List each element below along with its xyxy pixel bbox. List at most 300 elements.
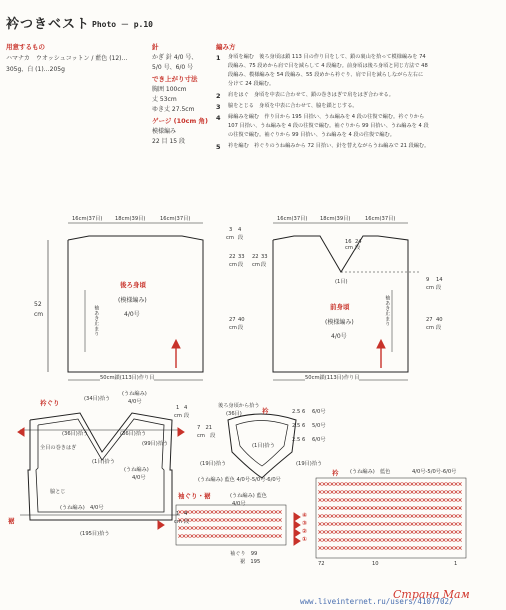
stitch-mark bbox=[350, 538, 353, 541]
stitch-mark bbox=[358, 490, 361, 493]
stitch-mark bbox=[322, 522, 325, 525]
stitch-mark bbox=[270, 518, 273, 521]
stitch-mark bbox=[386, 482, 389, 485]
stitch-mark bbox=[434, 490, 437, 493]
stitch-mark bbox=[326, 506, 329, 509]
stitch-mark bbox=[322, 498, 325, 501]
stitch-mark bbox=[354, 538, 357, 541]
side-dim: 段 bbox=[238, 235, 244, 241]
stitch-mark bbox=[242, 518, 245, 521]
stitch-mark bbox=[338, 514, 341, 517]
stitch-mark bbox=[194, 534, 197, 537]
stitch-mark bbox=[342, 482, 345, 485]
dim-cm: 1 bbox=[176, 511, 180, 517]
stitch-mark bbox=[330, 530, 333, 533]
stitch-mark bbox=[418, 538, 421, 541]
stitch-mark bbox=[374, 482, 377, 485]
stitch-mark bbox=[374, 498, 377, 501]
stitch-mark bbox=[438, 498, 441, 501]
front-neck-depth: 16 bbox=[345, 239, 352, 245]
stitch-mark bbox=[198, 526, 201, 529]
stitch-mark bbox=[454, 538, 457, 541]
stitch-mark bbox=[254, 510, 257, 513]
stitch-mark bbox=[178, 534, 181, 537]
stitch-mark bbox=[342, 514, 345, 517]
needle-heading: 針 bbox=[152, 43, 159, 51]
stitch-mark bbox=[222, 526, 225, 529]
stitch-mark bbox=[194, 510, 197, 513]
stitch-mark bbox=[458, 482, 461, 485]
stitch-mark bbox=[278, 518, 281, 521]
step-line: 脇をとじる 身頃を中表に合わせて、脇を鎖とじする。 bbox=[228, 103, 358, 109]
stitch-mark bbox=[330, 498, 333, 501]
stitch-mark bbox=[450, 506, 453, 509]
stitch-mark bbox=[338, 490, 341, 493]
watermark-url: www.liveinternet.ru/users/4107702/ bbox=[300, 597, 454, 606]
stitch-mark bbox=[446, 546, 449, 549]
stitch-mark bbox=[318, 482, 321, 485]
stitch-mark bbox=[198, 518, 201, 521]
stitch-mark bbox=[366, 522, 369, 525]
stitch-mark bbox=[430, 530, 433, 533]
stitch-mark bbox=[430, 514, 433, 517]
stitch-mark bbox=[378, 522, 381, 525]
stitch-mark bbox=[362, 482, 365, 485]
stitch-mark bbox=[190, 526, 193, 529]
stitch-mark bbox=[326, 514, 329, 517]
stitch-mark bbox=[406, 482, 409, 485]
side-dim: cm bbox=[229, 325, 237, 331]
neck-stitches: (34目)拾う bbox=[84, 396, 111, 402]
stitch-mark bbox=[330, 522, 333, 525]
stitch-mark bbox=[258, 518, 261, 521]
step-line: 107 目拾い、うね編みを 4 段の往復で編む。袖ぐりから 99 目拾い、うね編みを 4 段 bbox=[228, 123, 429, 129]
stitch-mark bbox=[226, 526, 229, 529]
stitch-mark bbox=[362, 538, 365, 541]
stitch-mark bbox=[414, 514, 417, 517]
stitch-mark bbox=[358, 546, 361, 549]
hem-count: (195目)拾う bbox=[80, 531, 110, 537]
stitch-mark bbox=[278, 526, 281, 529]
stitch-mark bbox=[374, 522, 377, 525]
stitch-mark bbox=[434, 522, 437, 525]
back-top-dim: 16cm(37目) bbox=[160, 216, 191, 222]
stitch-mark bbox=[446, 498, 449, 501]
stitch-mark bbox=[238, 510, 241, 513]
stitch-mark bbox=[202, 534, 205, 537]
stitch-mark bbox=[390, 514, 393, 517]
stitch-mark bbox=[458, 514, 461, 517]
step-line: 身頃を編む 後ろ身頃は鎖 113 目の作り目をして、鎖の裏山を拾って模様編みを 74 bbox=[228, 54, 426, 60]
stitch-mark bbox=[406, 546, 409, 549]
stitch-mark bbox=[402, 506, 405, 509]
collar-chart-pattern: (うね編み) 藍色 bbox=[350, 469, 391, 475]
stitch-mark bbox=[422, 522, 425, 525]
stitch-mark bbox=[386, 506, 389, 509]
stitch-mark bbox=[426, 538, 429, 541]
stitch-mark bbox=[438, 490, 441, 493]
stitch-mark bbox=[422, 530, 425, 533]
stitch-mark bbox=[402, 514, 405, 517]
side-seam: 脇とじ bbox=[50, 489, 66, 495]
stitch-mark bbox=[190, 534, 193, 537]
stitch-mark bbox=[246, 534, 249, 537]
side-dim: 27 bbox=[426, 317, 433, 323]
side-dim: 9 bbox=[426, 277, 430, 283]
stitch-mark bbox=[274, 518, 277, 521]
stitch-mark bbox=[346, 482, 349, 485]
stitch-mark bbox=[402, 498, 405, 501]
stitch-mark bbox=[338, 482, 341, 485]
sleeve-pattern: (うね編み) 藍色 bbox=[230, 493, 267, 499]
stitch-mark bbox=[346, 514, 349, 517]
size-line: ゆき丈 27.5cm bbox=[152, 106, 195, 113]
collar-left-note: (うね編み) 藍色 4/0号-5/0号-6/0号 bbox=[198, 477, 281, 483]
row-step: ③ bbox=[302, 520, 308, 527]
step-line: 縁編みを編む 作り目から 195 目拾い、うね編みを 4 段の往復で編む。衿ぐりから bbox=[228, 114, 425, 120]
method-heading: 編み方 bbox=[216, 43, 236, 51]
collar-note: 後ろ身頃から拾う bbox=[218, 403, 260, 409]
side-dim: 14 bbox=[436, 277, 443, 283]
stitch-mark bbox=[330, 538, 333, 541]
stitch-mark bbox=[366, 514, 369, 517]
stitch-mark bbox=[390, 530, 393, 533]
stitch-mark bbox=[354, 530, 357, 533]
stitch-mark bbox=[350, 514, 353, 517]
stitch-mark bbox=[378, 514, 381, 517]
stitch-mark bbox=[326, 490, 329, 493]
stitch-mark bbox=[402, 538, 405, 541]
stitch-mark bbox=[182, 526, 185, 529]
stitch-mark bbox=[262, 518, 265, 521]
stitch-mark bbox=[382, 514, 385, 517]
stitch-mark bbox=[430, 498, 433, 501]
stitch-mark bbox=[394, 530, 397, 533]
stitch-mark bbox=[418, 506, 421, 509]
stitch-mark bbox=[430, 490, 433, 493]
stitch-mark bbox=[318, 530, 321, 533]
stitch-mark bbox=[350, 498, 353, 501]
collar-row: 6 bbox=[302, 437, 306, 443]
stitch-mark bbox=[418, 498, 421, 501]
stitch-mark bbox=[358, 522, 361, 525]
stitch-mark bbox=[426, 546, 429, 549]
stitch-mark bbox=[318, 546, 321, 549]
stitch-mark bbox=[194, 526, 197, 529]
stitch-mark bbox=[378, 530, 381, 533]
stitch-mark bbox=[430, 546, 433, 549]
stitch-mark bbox=[406, 490, 409, 493]
stitch-mark bbox=[226, 534, 229, 537]
stitch-mark bbox=[362, 490, 365, 493]
collar-row: 6 bbox=[302, 423, 306, 429]
stitch-mark bbox=[326, 546, 329, 549]
stitch-mark bbox=[390, 498, 393, 501]
stitch-mark bbox=[354, 546, 357, 549]
stitch-mark bbox=[386, 530, 389, 533]
side-dim: 40 bbox=[436, 317, 443, 323]
stitch-mark bbox=[206, 518, 209, 521]
side-dim: 22 bbox=[229, 254, 236, 260]
stitch-mark bbox=[258, 534, 261, 537]
stitch-mark bbox=[274, 510, 277, 513]
stitch-mark bbox=[442, 498, 445, 501]
stitch-mark bbox=[402, 482, 405, 485]
stitch-mark bbox=[274, 526, 277, 529]
stitch-mark bbox=[398, 522, 401, 525]
watermark-logo: Страна Мам bbox=[393, 588, 470, 601]
stitch-mark bbox=[450, 514, 453, 517]
stitch-mark bbox=[426, 530, 429, 533]
stitch-mark bbox=[218, 510, 221, 513]
step-line: 段編み、75 段めから肩で目を減らして 4 段編む。前身頃は後ろ身頃と同じ方法で 48 bbox=[228, 63, 428, 69]
stitch-mark bbox=[442, 506, 445, 509]
stitch-mark bbox=[450, 490, 453, 493]
stitch-mark bbox=[338, 530, 341, 533]
gauge-heading: ゲージ (10cm 角) bbox=[152, 117, 209, 125]
stitch-mark bbox=[258, 510, 261, 513]
stitch-mark bbox=[426, 506, 429, 509]
collar-chart-mark: 10 bbox=[372, 561, 379, 567]
stitch-mark bbox=[238, 534, 241, 537]
stitch-mark bbox=[330, 514, 333, 517]
stitch-mark bbox=[234, 534, 237, 537]
collar-title: 衿 bbox=[262, 407, 269, 415]
stitch-mark bbox=[426, 490, 429, 493]
stitch-mark bbox=[386, 514, 389, 517]
stitch-mark bbox=[370, 522, 373, 525]
stitch-mark bbox=[438, 506, 441, 509]
stitch-mark bbox=[442, 490, 445, 493]
stitch-mark bbox=[246, 510, 249, 513]
stitch-mark bbox=[370, 490, 373, 493]
stitch-mark bbox=[434, 538, 437, 541]
stitch-mark bbox=[370, 530, 373, 533]
stitch-mark bbox=[426, 498, 429, 501]
stitch-mark bbox=[242, 526, 245, 529]
stitch-mark bbox=[334, 498, 337, 501]
stitch-mark bbox=[346, 546, 349, 549]
stitch-mark bbox=[374, 538, 377, 541]
stitch-mark bbox=[350, 546, 353, 549]
stitch-mark bbox=[338, 506, 341, 509]
stitch-mark bbox=[366, 490, 369, 493]
stitch-mark bbox=[210, 518, 213, 521]
stitch-mark bbox=[410, 546, 413, 549]
stitch-mark bbox=[390, 482, 393, 485]
stitch-mark bbox=[190, 510, 193, 513]
neck-pattern: (うね編み) bbox=[122, 391, 147, 397]
stitch-mark bbox=[366, 498, 369, 501]
stitch-mark bbox=[406, 514, 409, 517]
stitch-mark bbox=[334, 538, 337, 541]
stitch-mark bbox=[410, 506, 413, 509]
neck-hook: 4/0号 bbox=[128, 399, 142, 405]
step-number: 4 bbox=[216, 114, 221, 122]
collar-row: 6/0号 bbox=[312, 409, 326, 415]
stitch-mark bbox=[418, 490, 421, 493]
stitch-mark bbox=[370, 498, 373, 501]
stitch-mark bbox=[402, 490, 405, 493]
stitch-mark bbox=[322, 506, 325, 509]
side-dim: 3 bbox=[229, 227, 233, 233]
collar-side: 7 21 bbox=[197, 425, 213, 431]
stitch-mark bbox=[402, 522, 405, 525]
stitch-mark bbox=[394, 506, 397, 509]
side-dim: 段 bbox=[436, 285, 442, 291]
stitch-mark bbox=[454, 482, 457, 485]
stitch-mark bbox=[178, 526, 181, 529]
stitch-mark bbox=[234, 510, 237, 513]
collar-count: (36目) bbox=[226, 411, 242, 417]
stitch-mark bbox=[382, 506, 385, 509]
front-hook: 4/0号 bbox=[331, 333, 347, 340]
collar-label: 衿ぐり bbox=[40, 399, 60, 407]
back-pattern: (模様編み) bbox=[118, 297, 147, 304]
stitch-mark bbox=[250, 526, 253, 529]
stitch-mark bbox=[210, 534, 213, 537]
stitch-mark bbox=[318, 506, 321, 509]
stitch-mark bbox=[354, 490, 357, 493]
back-body-outline bbox=[68, 236, 203, 372]
gauge-line: 模様編み bbox=[152, 128, 177, 135]
dim-cm: 段 bbox=[184, 519, 190, 525]
stitch-mark bbox=[218, 518, 221, 521]
stitch-mark bbox=[434, 546, 437, 549]
stitch-mark bbox=[246, 526, 249, 529]
stitch-mark bbox=[394, 498, 397, 501]
stitch-mark bbox=[354, 498, 357, 501]
stitch-mark bbox=[410, 530, 413, 533]
stitch-mark bbox=[330, 482, 333, 485]
stitch-mark bbox=[406, 522, 409, 525]
side-dim: cm bbox=[252, 262, 260, 268]
stitch-mark bbox=[398, 538, 401, 541]
stitch-mark bbox=[210, 510, 213, 513]
stitch-mark bbox=[374, 490, 377, 493]
stitch-mark bbox=[202, 526, 205, 529]
stitch-mark bbox=[442, 514, 445, 517]
stitch-mark bbox=[446, 522, 449, 525]
stitch-mark bbox=[318, 498, 321, 501]
stitch-mark bbox=[394, 546, 397, 549]
stitch-mark bbox=[458, 546, 461, 549]
stitch-mark bbox=[414, 538, 417, 541]
stitch-mark bbox=[270, 526, 273, 529]
stitch-mark bbox=[450, 538, 453, 541]
stitch-mark bbox=[378, 482, 381, 485]
stitch-mark bbox=[430, 482, 433, 485]
stitch-mark bbox=[374, 530, 377, 533]
stitch-mark bbox=[242, 510, 245, 513]
stitch-mark bbox=[222, 510, 225, 513]
stitch-mark bbox=[202, 510, 205, 513]
side-dim: cm bbox=[229, 262, 237, 268]
front-neck-depth: cm bbox=[345, 245, 353, 251]
stitch-mark bbox=[350, 522, 353, 525]
stitch-mark bbox=[242, 534, 245, 537]
stitch-mark bbox=[458, 522, 461, 525]
stitch-mark bbox=[446, 506, 449, 509]
stitch-mark bbox=[370, 538, 373, 541]
front-neck-depth: 24 bbox=[355, 239, 362, 245]
stitch-mark bbox=[390, 538, 393, 541]
stitch-mark bbox=[402, 546, 405, 549]
front-pattern: (模様編み) bbox=[325, 319, 354, 326]
stitch-mark bbox=[394, 490, 397, 493]
stitch-mark bbox=[182, 534, 185, 537]
stitch-mark bbox=[386, 522, 389, 525]
size-heading: でき上がり寸法 bbox=[152, 75, 198, 83]
stitch-mark bbox=[398, 490, 401, 493]
step-line: 衿を編む 衿ぐりのうね編みから 72 目拾い、針を替えながらうね編みで 21 段編む。 bbox=[228, 143, 430, 149]
stitch-mark bbox=[446, 514, 449, 517]
stitch-mark bbox=[238, 518, 241, 521]
hem-label: 裾 bbox=[8, 517, 15, 525]
stitch-mark bbox=[186, 534, 189, 537]
stitch-mark bbox=[430, 522, 433, 525]
stitch-mark bbox=[438, 514, 441, 517]
collar-side-unit: cm 段 bbox=[197, 433, 216, 439]
stitch-mark bbox=[330, 490, 333, 493]
stitch-mark bbox=[362, 530, 365, 533]
side-dim: 22 bbox=[252, 254, 259, 260]
stitch-mark bbox=[330, 506, 333, 509]
stitch-mark bbox=[406, 498, 409, 501]
stitch-mark bbox=[342, 530, 345, 533]
stitch-mark bbox=[438, 546, 441, 549]
size-line: 胸囲 100cm bbox=[152, 86, 187, 93]
collar-row: 2.5 bbox=[292, 423, 301, 429]
stitch-mark bbox=[434, 506, 437, 509]
stitch-mark bbox=[378, 538, 381, 541]
stitch-mark bbox=[422, 490, 425, 493]
stitch-mark bbox=[318, 522, 321, 525]
stitch-mark bbox=[186, 526, 189, 529]
stitch-mark bbox=[434, 514, 437, 517]
stitch-mark bbox=[418, 514, 421, 517]
sleeve-hook: 4/0号 bbox=[232, 501, 246, 507]
stitch-mark bbox=[270, 510, 273, 513]
stitch-mark bbox=[354, 514, 357, 517]
front-armhole: 袖あき止まり bbox=[384, 295, 391, 327]
back-height-unit: cm bbox=[34, 311, 44, 318]
stitch-mark bbox=[414, 506, 417, 509]
stitch-mark bbox=[198, 534, 201, 537]
side-dim: cm bbox=[226, 235, 234, 241]
stitch-mark bbox=[230, 518, 233, 521]
stitch-mark bbox=[382, 530, 385, 533]
collar-chart-hooks: 4/0号-5/0号-6/0号 bbox=[412, 469, 457, 475]
armhole-pattern: (うね編み) bbox=[124, 467, 149, 473]
stitch-mark bbox=[450, 530, 453, 533]
left-count: (36目)拾う bbox=[62, 431, 89, 437]
stitch-mark bbox=[454, 546, 457, 549]
step-line: の往復で編む。袖ぐりから 99 目拾い、うね編みを 4 段の往復で編む。 bbox=[228, 132, 395, 138]
stitch-mark bbox=[422, 546, 425, 549]
stitch-mark bbox=[418, 522, 421, 525]
stitch-mark bbox=[426, 482, 429, 485]
stitch-mark bbox=[238, 526, 241, 529]
sleeve-count: 袖ぐり 99 bbox=[230, 551, 258, 557]
stitch-mark bbox=[450, 546, 453, 549]
stitch-mark bbox=[398, 482, 401, 485]
page-title: 衿つきベスト bbox=[6, 17, 91, 32]
stitch-mark bbox=[454, 506, 457, 509]
needle-line: 5/0 号、6/0 号 bbox=[152, 64, 194, 71]
sleeve-count: 裾 195 bbox=[240, 559, 261, 565]
stitch-mark bbox=[438, 482, 441, 485]
